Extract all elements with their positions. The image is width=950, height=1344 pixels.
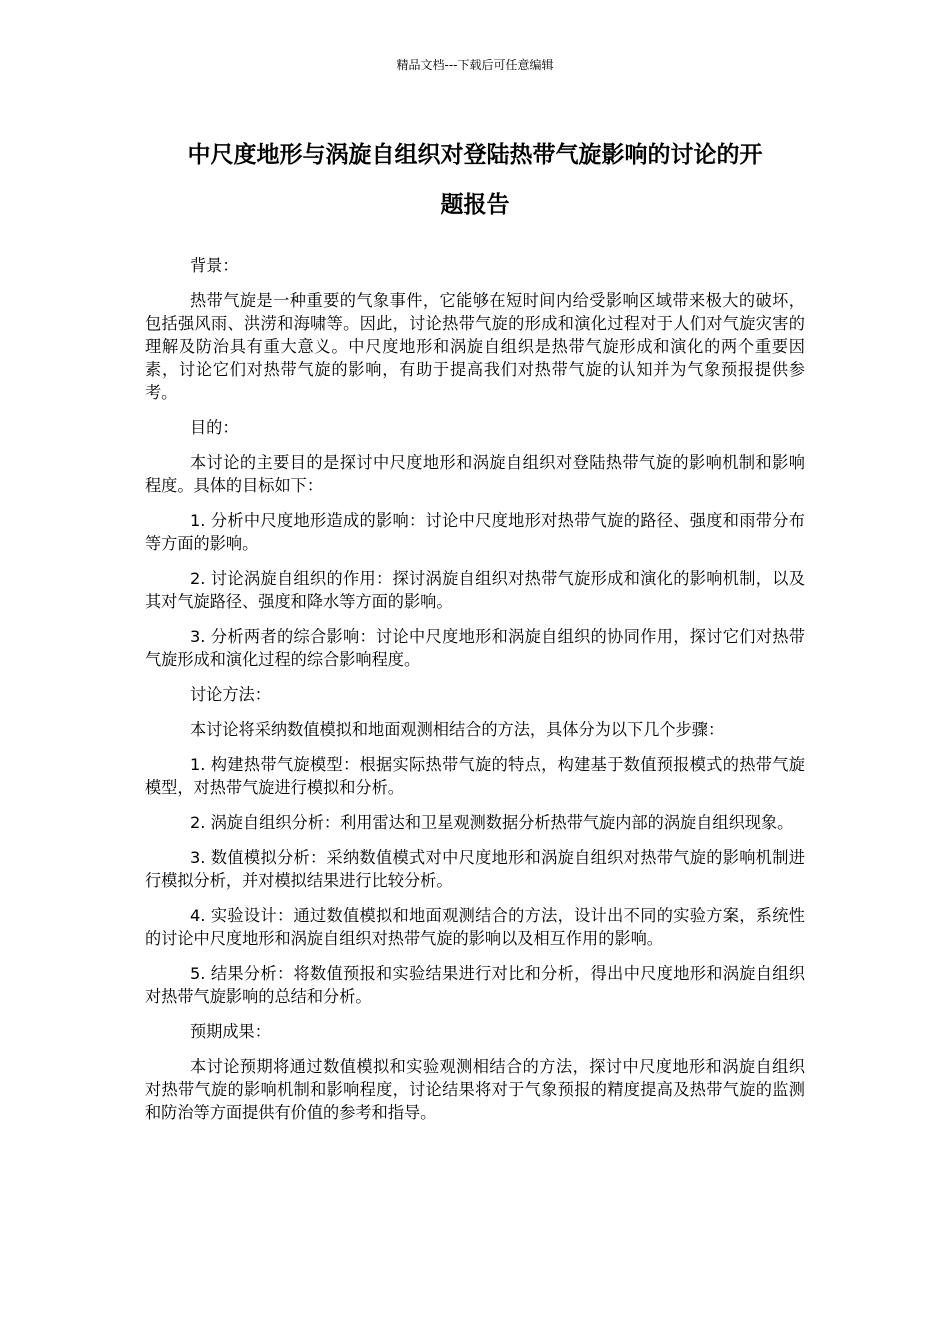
list-item: 4. 实验设计：通过数值模拟和地面观测结合的方法，设计出不同的实验方案，系统性的讨论中尺度地形和涡旋自组织对热带气旋的影响以及相互作用的影响。 [145,906,805,948]
list-item: 5. 结果分析：将数值预报和实验结果进行对比和分析，得出中尺度地形和涡旋自组织对热带气旋影响的总结和分析。 [145,964,805,1006]
paragraph: 本讨论将采纳数值模拟和地面观测相结合的方法，具体分为以下几个步骤： [190,720,725,739]
paragraph: 本讨论的主要目的是探讨中尺度地形和涡旋自组织对登陆热带气旋的影响机制和影响程度。具体的目标如下： [145,453,805,495]
list-item: 3. 分析两者的综合影响：讨论中尺度地形和涡旋自组织的协同作用，探讨它们对热带气旋形成和演化过程的综合影响程度。 [145,627,805,669]
section-heading-expected-results: 预期成果： [190,1022,271,1041]
paragraph: 热带气旋是一种重要的气象事件，它能够在短时间内给受影响区域带来极大的破坏，包括强风雨、洪涝和海啸等。因此，讨论热带气旋的形成和演化过程对于人们对气旋灾害的理解及防治具有重大意义。中尺度地形和涡旋自组织是热带气旋形成和演化的两个重要因素，讨论它们对热带气旋的影响，有助于提高我们对热带气旋的认知并为气象预报提供参考。 [145,291,805,402]
document-body [145,254,805,1136]
section-heading-background: 背景： [190,256,239,275]
list-item: 1. 构建热带气旋模型：根据实际热带气旋的特点，构建基于数值预报模式的热带气旋模型，对热带气旋进行模拟和分析。 [145,755,805,797]
page-header: 精品文档---下载后可任意编辑 [396,58,554,72]
list-item: 2. 讨论涡旋自组织的作用：探讨涡旋自组织对热带气旋形成和演化的影响机制，以及其对气旋路径、强度和降水等方面的影响。 [145,569,805,611]
list-item: 1. 分析中尺度地形造成的影响：讨论中尺度地形对热带气旋的路径、强度和雨带分布等方面的影响。 [145,511,805,553]
title-line-1: 中尺度地形与涡旋自组织对登陆热带气旋影响的讨论的开 [187,142,763,168]
title-line-2: 题报告 [440,192,510,218]
document-title [145,137,805,223]
paragraph: 本讨论预期将通过数值模拟和实验观测相结合的方法，探讨中尺度地形和涡旋自组织对热带气旋的影响机制和影响程度，讨论结果将对于气象预报的精度提高及热带气旋的监测和防治等方面提供有价值的参考和指导。 [145,1057,805,1122]
list-item: 3. 数值模拟分析：采纳数值模式对中尺度地形和涡旋自组织对热带气旋的影响机制进行模拟分析，并对模拟结果进行比较分析。 [145,848,805,890]
section-heading-method: 讨论方法： [190,685,271,704]
list-item: 2. 涡旋自组织分析：利用雷达和卫星观测数据分析热带气旋内部的涡旋自组织现象。 [190,813,794,832]
section-heading-purpose: 目的： [190,418,239,437]
